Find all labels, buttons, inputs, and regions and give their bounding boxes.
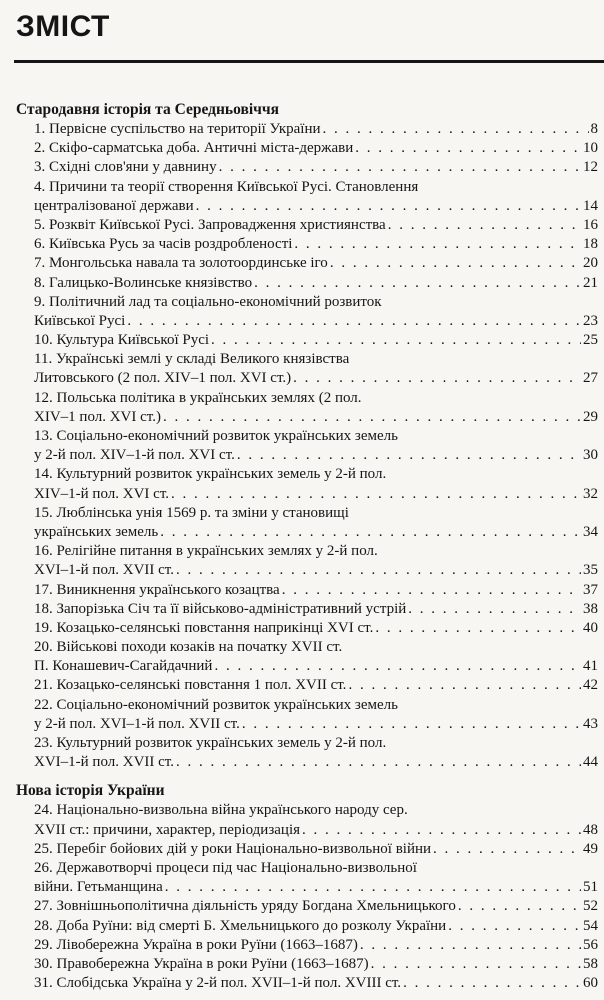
toc-entry-text: 10. Культура Київської Русі [34,332,210,349]
toc-entry-text: 21. Козацько-селянські повстання 1 пол. XVII ст. [34,677,347,694]
toc-entry-line [34,897,598,916]
toc-entry[interactable] [16,331,598,350]
section-heading: Нова історія України [16,782,165,800]
toc-entry[interactable] [16,974,598,993]
toc-entry[interactable] [16,139,598,158]
toc-entry-line [34,254,598,273]
toc-entry-line [34,139,598,158]
toc-entry[interactable] [16,955,598,974]
dot-leader [375,619,581,638]
dot-leader [127,312,581,331]
toc-entry[interactable] [16,676,598,695]
dot-leader [254,274,581,293]
toc-entry-text: 23. Культурний розвиток українських земель у 2-й пол. [34,735,387,751]
dot-leader [165,878,581,897]
toc-entry[interactable] [16,917,598,936]
page-number: 34 [583,523,598,540]
page-number: 37 [583,581,598,598]
table-of-contents [16,100,598,993]
page-number: 27 [583,370,598,387]
toc-entry[interactable] [16,504,598,542]
title-divider [14,60,604,63]
toc-entry-line [34,840,598,859]
page-number: 38 [583,600,598,617]
toc-entry[interactable] [16,801,598,839]
toc-entry-text: XVII ст.: причини, характер, періодизація [34,821,301,838]
dot-leader [211,331,581,350]
page-number: 29 [583,408,598,425]
dot-leader [348,676,581,695]
toc-entry[interactable] [16,840,598,859]
dot-leader [160,523,581,542]
dot-leader [171,485,581,504]
toc-entry-text: 30. Правобережна Україна в роки Руїни (1663–1687) [34,955,369,972]
toc-entry-line [34,715,598,734]
toc-entry-line [34,676,598,695]
toc-entry-text: 17. Виникнення українського козацтва [34,581,280,598]
toc-entry-line [34,561,598,580]
toc-entry[interactable] [16,734,598,772]
toc-entry-text: у 2-й пол. XVI–1-й пол. XVII ст. [34,715,240,732]
toc-entry-text: 8. Галицько-Волинське князівство [34,274,253,291]
toc-entry[interactable] [16,859,598,897]
toc-entry-line [34,235,598,254]
toc-entry-text: 7. Монгольська навала та золотоординське іго [34,255,328,272]
toc-entry-text: XVI–1-й пол. XVII ст. [34,754,174,771]
toc-entry-text: 2. Скіфо-сарматська доба. Античні міста-держави [34,140,354,157]
toc-entry-line [34,523,598,542]
toc-entry-text: 25. Перебіг бойових дій у роки Національно-визвольної війни [34,840,432,857]
toc-entry-line [34,753,598,772]
page-number: 60 [583,975,598,992]
toc-entry-line [34,120,598,139]
page-number: 12 [583,159,598,176]
toc-entry-text: Литовського (2 пол. XIV–1 пол. XVI ст.) [34,370,292,387]
dot-leader [323,120,589,139]
page-number: 54 [583,917,598,934]
toc-entry[interactable] [16,638,598,676]
page-number: 18 [583,236,598,253]
toc-entry-text: 18. Запорізька Січ та її військово-адміністративний устрій [34,600,407,617]
toc-entry-text: XIV–1 пол. XVI ст.) [34,408,161,425]
page-number: 58 [583,955,598,972]
toc-entry-line [34,917,598,936]
toc-entry[interactable] [16,581,598,600]
page-number: 10 [583,140,598,157]
dot-leader [237,446,581,465]
toc-entry-line [34,408,598,427]
toc-entry-text: централізованої держави [34,197,194,214]
toc-entry-line [34,581,598,600]
toc-entry-line [34,216,598,235]
toc-entry-text: 26. Державотворчі процеси під час Національно-визвольної [34,859,417,876]
toc-entry[interactable] [16,542,598,580]
dot-leader [242,715,581,734]
toc-entry[interactable] [16,936,598,955]
dot-leader [355,139,581,158]
toc-entry[interactable] [16,350,598,388]
dot-leader [196,197,581,216]
toc-entry-line [34,657,598,676]
toc-entry-text: війни. Гетьманщина [34,879,163,896]
dot-leader [408,600,581,619]
toc-entry-line [34,485,598,504]
dot-leader [403,974,581,993]
toc-entry[interactable] [16,254,598,273]
toc-entry-text: 5. Розквіт Київської Русі. Запровадження християнства [34,216,386,233]
dot-leader [371,955,581,974]
dot-leader [282,581,581,600]
toc-entry-text: 4. Причини та теорії створення Київської Русі. Становлення [34,178,419,195]
toc-entry-line [34,955,598,974]
page-number: 23 [583,312,598,329]
toc-entry-text: П. Конашевич-Сагайдачний [34,658,213,675]
toc-entry-text: XIV–1-й пол. XVI ст. [34,485,169,502]
page-number: 20 [583,255,598,272]
page-number: 41 [583,658,598,675]
toc-entry[interactable] [16,274,598,293]
dot-leader [294,235,581,254]
toc-entry[interactable] [16,696,598,734]
toc-entry-text: 6. Київська Русь за часів роздробленості [34,236,293,253]
toc-entry[interactable] [16,216,598,235]
dot-leader [293,369,581,388]
toc-entry-text: 14. Культурний розвиток українських земель у 2-й пол. [34,466,387,483]
toc-entry[interactable] [16,427,598,465]
toc-entry[interactable] [16,619,598,638]
toc-entry-text: 11. Українські землі у складі Великого князівства [34,351,350,368]
toc-entry-text: 12. Польська політика в українських землях (2 пол. [34,389,362,406]
toc-entry-text: 1. Первісне суспільство на території України [34,121,321,137]
toc-entry-text: 9. Політичний лад та соціально-економічний розвиток [34,293,382,310]
toc-entry-line [34,600,598,619]
toc-entry-line [34,369,598,388]
toc-entry-text: 16. Релігійне питання в українських землях у 2-й пол. [34,543,378,560]
page-number: 30 [583,447,598,464]
dot-leader [330,254,581,273]
page-number: 16 [583,216,598,233]
toc-entry-text: Київської Русі [34,312,126,329]
toc-entry-line [34,312,598,331]
toc-entry-line [34,197,598,216]
toc-entry[interactable] [16,235,598,254]
toc-entry-line [34,878,598,897]
dot-leader [448,917,581,936]
toc-entry[interactable] [16,293,598,331]
toc-entry-text: 31. Слобідська Україна у 2-й пол. XVII–1-й пол. XVIII ст. [34,975,402,992]
dot-leader [219,158,581,177]
dot-leader [176,561,581,580]
toc-entry-text: 3. Східні слов'яни у давнину [34,159,217,176]
page-number: 52 [583,898,598,915]
page-number: 49 [583,840,598,857]
toc-entry-text: 29. Лівобережна Україна в роки Руїни (1663–1687) [34,936,358,953]
toc-entry[interactable] [16,465,598,503]
toc-entry-text: українських земель [34,523,159,540]
toc-entry-line [34,619,598,638]
toc-entry-text: XVI–1-й пол. XVII ст. [34,562,174,579]
toc-entry[interactable] [16,389,598,427]
toc-entry[interactable] [16,600,598,619]
toc-entry-line [34,331,598,350]
toc-entry-text: 13. Соціально-економічний розвиток українських земель [34,428,398,444]
page-number: 42 [583,677,598,694]
page-number: 51 [583,879,598,896]
toc-entry[interactable] [16,158,598,177]
toc-entry-line [34,936,598,955]
page-number: 25 [583,332,598,349]
dot-leader [388,216,581,235]
toc-entry-text: 28. Доба Руїни: від смерті Б. Хмельницького до розколу України [34,917,447,934]
dot-leader [176,753,581,772]
page-number: 44 [583,754,598,771]
toc-entry-line [34,158,598,177]
toc-entry-text: 20. Військові походи козаків на початку XVII ст. [34,639,343,656]
dot-leader [433,840,581,859]
page-number: 35 [583,562,598,579]
toc-entry[interactable] [16,120,598,139]
dot-leader [163,408,581,427]
toc-entry-line [34,821,598,840]
dot-leader [360,936,581,955]
page-title: ЗМІСТ [16,10,110,43]
section-heading: Стародавня історія та Середньовіччя [16,101,280,118]
page-number: 8 [590,121,598,137]
page-number: 14 [583,197,598,214]
toc-entry-line [34,974,598,993]
toc-entry-text: 15. Люблінська унія 1569 р. та зміни у становищі [34,504,349,521]
toc-entry-text: 24. Національно-визвольна війна українського народу сер. [34,802,408,819]
page-number: 32 [583,485,598,502]
toc-entry-line [34,274,598,293]
toc-entry-text: у 2-й пол. XIV–1-й пол. XVI ст. [34,447,235,464]
toc-entry-text: 22. Соціально-економічний розвиток українських земель [34,696,398,713]
dot-leader [302,821,581,840]
page-number: 40 [583,619,598,636]
toc-entry-text: 19. Козацько-селянські повстання наприкінці XVI ст. [34,619,374,636]
page-number: 43 [583,715,598,732]
toc-entry-text: 27. Зовнішньополітична діяльність уряду Богдана Хмельницького [34,898,456,915]
toc-entry-line [34,446,598,465]
page-number: 21 [583,274,598,291]
page-number: 48 [583,821,598,838]
toc-entry[interactable] [16,897,598,916]
toc-entry[interactable] [16,178,598,216]
dot-leader [214,657,581,676]
dot-leader [458,897,581,916]
page-number: 56 [583,936,598,953]
